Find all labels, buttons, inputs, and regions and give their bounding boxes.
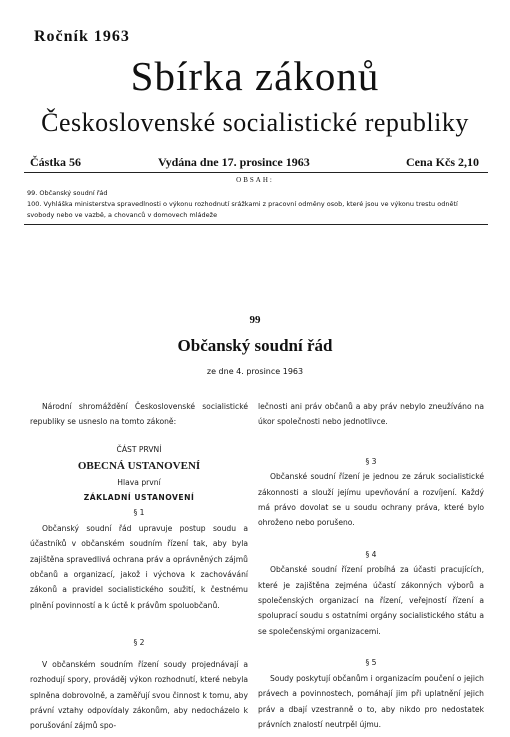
- right-column: [258, 399, 484, 732]
- section-5-heading: § 5: [365, 658, 377, 668]
- publication-subtitle: Československé socialistické republiky: [41, 108, 469, 137]
- chapter-title: ZÁKLADNÍ USTANOVENÍ: [83, 493, 195, 503]
- section-3-text: Občanské soudní řízení je jednou ze záruk socialistické zákonnosti a slouží jejímu upevňování a rozvíjení. Každý má právo dovolat se u soudu ochrany práva, které bylo ohroženo nebo porušeno.: [258, 472, 484, 528]
- top-divider: [24, 172, 488, 173]
- contents-item: 100. Vyhláška ministerstva spravedlnosti o výkonu rozhodnutí srážkami z pracovní odměny osob, které jsou ve výkonu trestu odnětí svobody nebo ve vazbě, a chovanců v domovech mládeže: [27, 200, 458, 219]
- bottom-divider: [24, 224, 488, 225]
- part-title: OBECNÁ USTANOVENÍ: [77, 460, 201, 473]
- issue-part: Částka 56: [30, 155, 82, 169]
- issue-price: Cena Kčs 2,10: [406, 155, 479, 169]
- section-2-text: V občanském soudním řízení soudy projednávají a rozhodují spory, prováděj výkon rozhodnutí, které nebyla splněna dobrovolně, a zaměřují svou činnost k tomu, aby právní vztahy odpovídaly zákonům, aby nedocházelo k porušování zájmů spo-: [30, 659, 248, 731]
- contents-label: OBSAH:: [236, 176, 274, 184]
- left-column: [30, 399, 248, 734]
- law-date: ze dne 4. prosince 1963: [206, 367, 304, 376]
- section-4-text: Občanské soudní řízení probíhá za účasti pracujících, které je zajištěna zejména účastí zákonných výborů a společenských organizací na řízení, veřejností řízení a spoluprací soudu s ostatními orgány socialistického státu a se společenskými organizacemi.: [258, 565, 484, 636]
- chapter-heading: Hlava první: [117, 477, 161, 487]
- part-heading: ČÁST PRVNÍ: [116, 444, 162, 454]
- section-2-continuation: lečnosti ani práv občanů a aby práv nebylo zneužíváno na úkor společnosti nebo jednotlivce.: [258, 402, 484, 427]
- section-5-text: Soudy poskytují občanům i organizacím poučení o jejich právech a povinnostech, pomáhají jim při uplatnění jejich práv a dbají vzestranně o to, aby nikdo pro nedostatek právních znalostí neutrpěl újmu.: [258, 673, 484, 729]
- law-number: 99: [249, 314, 261, 326]
- intro-paragraph: Národní shromáždění Československé socialistické republiky se usneslo na tomto zákoně:: [30, 402, 248, 427]
- issue-date: Vydána dne 17. prosince 1963: [158, 155, 310, 169]
- section-3-heading: § 3: [365, 456, 377, 466]
- publication-title: Sbírka zákonů: [130, 53, 380, 99]
- volume-label: Ročník 1963: [34, 28, 130, 45]
- law-title: Občanský soudní řád: [177, 336, 333, 355]
- contents-item: 99. Občanský soudní řád: [27, 189, 108, 197]
- section-4-heading: § 4: [365, 549, 377, 559]
- section-2-heading: § 2: [133, 638, 145, 648]
- section-1-text: Občanský soudní řád upravuje postup soudu a účastníků v občanském soudním řízení tak, aby byla zajištěna spravedlivá ochrana práv a oprávněných zájmů občanů a organizací, jakož i výchova k zachovávání zákonů a pravidel socialistického soužití, k čestnému plnění povinností a k úctě k právům spoluobčanů.: [30, 523, 248, 610]
- section-1-heading: § 1: [133, 508, 145, 518]
